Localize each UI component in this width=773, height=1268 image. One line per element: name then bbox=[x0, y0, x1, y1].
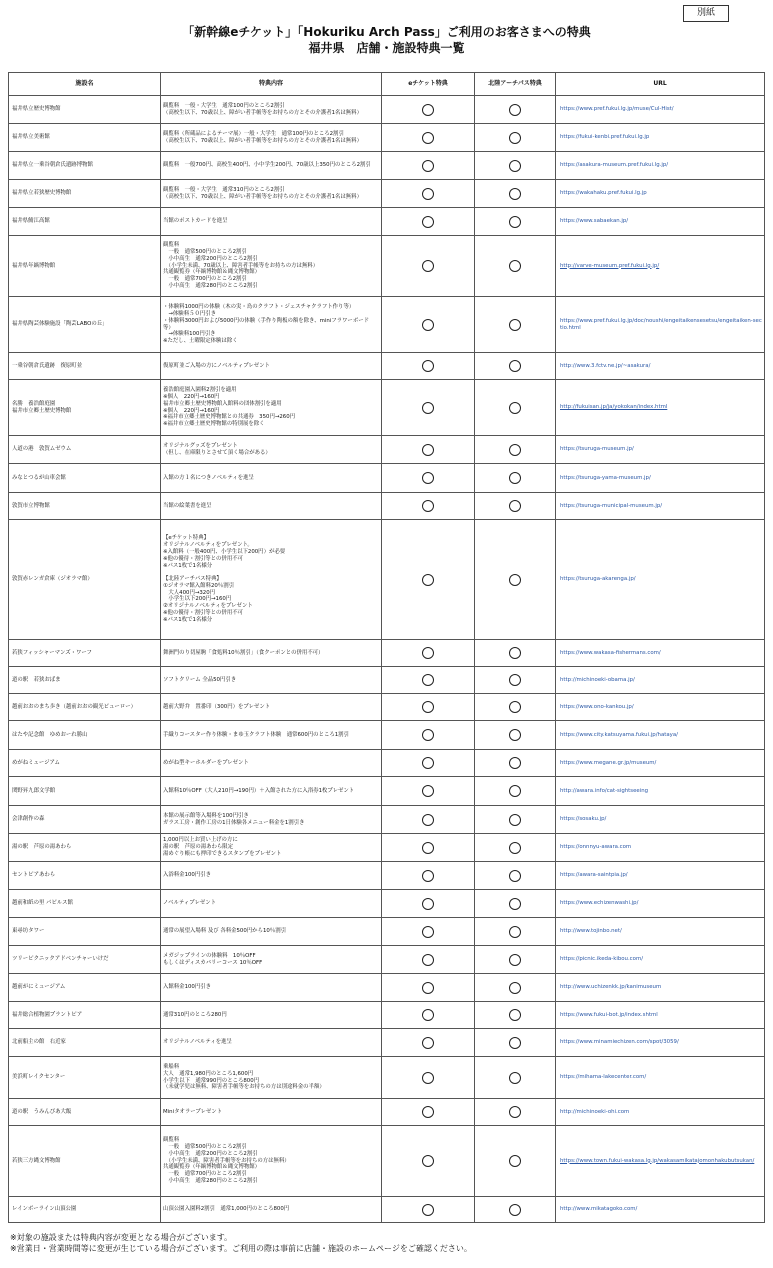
circle-mark-icon bbox=[509, 1155, 521, 1167]
archpass-mark-cell bbox=[475, 297, 556, 353]
eticket-mark-cell bbox=[382, 208, 475, 236]
benefit-detail: 観覧料（所蔵品によるテーマ展）一般・大学生 通常100円のところ2割引 （高校生以下、70歳以上、障がい者手帳等をお持ちの方とその介護者1名は無料） bbox=[161, 124, 382, 152]
eticket-mark-cell bbox=[382, 777, 475, 806]
circle-mark-icon bbox=[422, 1106, 434, 1118]
table-row bbox=[9, 1029, 765, 1057]
archpass-mark-cell bbox=[475, 918, 556, 946]
eticket-mark-cell bbox=[382, 918, 475, 946]
eticket-mark-cell bbox=[382, 974, 475, 1002]
archpass-mark-cell bbox=[475, 353, 556, 380]
circle-mark-icon bbox=[422, 216, 434, 228]
benefit-detail: 【eチケット特典】 オリジナルノベルティをプレゼント。 ※入館料（一般400円、小学生以下200円）が必要 ※他の優待・割引等との併用不可 ※パス1枚で1名様分 【北陸アーチパス特典】 ①ジオラマ館入館料20％割引 大人400円→320円 小学生以下200円→160円 ②オリジナルノベルティをプレゼント ※他の優待・割引等との併用不可 ※パス1枚で1名様分 bbox=[161, 520, 382, 640]
facility-name: 福井県立美術館 bbox=[9, 124, 161, 152]
facility-url-link[interactable]: https://picnic.ikeda-kibou.com/ bbox=[556, 946, 765, 974]
table-row bbox=[9, 353, 765, 380]
facility-name: 越前おおのまち歩き（越前おおの観光ビューロー） bbox=[9, 694, 161, 721]
benefit-detail: 入館料10％OFF（大人210円→190円）＋入館された方に入浴券1枚プレゼント bbox=[161, 777, 382, 806]
facility-url-link[interactable]: https://asakura-museum.pref.fukui.lg.jp/ bbox=[556, 152, 765, 180]
table-row bbox=[9, 152, 765, 180]
table-row bbox=[9, 974, 765, 1002]
facility-url-link[interactable]: https://awara-saintpia.jp/ bbox=[556, 862, 765, 890]
table-row bbox=[9, 493, 765, 520]
facility-url-link[interactable]: https://fukui-kenbi.pref.fukui.lg.jp bbox=[556, 124, 765, 152]
circle-mark-icon bbox=[509, 842, 521, 854]
archpass-mark-cell bbox=[475, 152, 556, 180]
table-body bbox=[9, 96, 765, 1223]
archpass-mark-cell bbox=[475, 464, 556, 493]
circle-mark-icon bbox=[422, 160, 434, 172]
eticket-mark-cell bbox=[382, 124, 475, 152]
facility-name: 敦賀市立博物館 bbox=[9, 493, 161, 520]
circle-mark-icon bbox=[422, 729, 434, 741]
table-row bbox=[9, 124, 765, 152]
archpass-mark-cell bbox=[475, 640, 556, 667]
table-row bbox=[9, 96, 765, 124]
facility-url-link[interactable]: https://www.town.fukui-wakasa.lg.jp/wakasamikatajomonhakubutsukan/ bbox=[556, 1126, 765, 1197]
table-row bbox=[9, 208, 765, 236]
facility-name: 福井県鯖江高館 bbox=[9, 208, 161, 236]
table-row bbox=[9, 1002, 765, 1029]
facility-name: 人道の港 敦賀ムゼウム bbox=[9, 436, 161, 464]
benefit-detail: 当館の絵葉書を進呈 bbox=[161, 493, 382, 520]
facility-url-link[interactable]: http://varve-museum.pref.fukui.lg.jp/ bbox=[556, 236, 765, 297]
facility-name: はたや記念館 ゆめおーれ勝山 bbox=[9, 721, 161, 750]
circle-mark-icon bbox=[509, 1009, 521, 1021]
facility-name: 関野昇九郎文学館 bbox=[9, 777, 161, 806]
benefit-detail: 舞洲門のり切屋駒「食処料10％割引」（食クーポンとの併用不可） bbox=[161, 640, 382, 667]
circle-mark-icon bbox=[509, 104, 521, 116]
circle-mark-icon bbox=[509, 1037, 521, 1049]
table-row bbox=[9, 640, 765, 667]
archpass-mark-cell bbox=[475, 946, 556, 974]
benefit-detail: めがね型キーホルダーをプレゼント bbox=[161, 750, 382, 777]
benefit-detail: 観覧料 一般700円、高校生400円、小中学生200円、70歳以上350円のところ2割引 bbox=[161, 152, 382, 180]
archpass-mark-cell bbox=[475, 520, 556, 640]
circle-mark-icon bbox=[422, 472, 434, 484]
archpass-mark-cell bbox=[475, 834, 556, 862]
facility-url-link[interactable]: http://www.uchizenkk.jp/kanimuseum bbox=[556, 974, 765, 1002]
circle-mark-icon bbox=[422, 1155, 434, 1167]
circle-mark-icon bbox=[509, 444, 521, 456]
benefit-detail: 養浩館庭園入園料2割引を適用 ※個人 220円→160円 福井市立郷土歴史博物館入館料の団体割引を適用 ※個人 220円→160円 ※福井市立郷土歴史博物館との共通券 350円→260円 ※福井市立郷土歴史博物館の特別展を除く bbox=[161, 380, 382, 436]
circle-mark-icon bbox=[509, 757, 521, 769]
eticket-mark-cell bbox=[382, 1197, 475, 1223]
benefit-detail: オリジナルグッズをプレゼント （但し、在庫限りとさせて頂く場合がある） bbox=[161, 436, 382, 464]
archpass-mark-cell bbox=[475, 1002, 556, 1029]
archpass-mark-cell bbox=[475, 1126, 556, 1197]
table-row bbox=[9, 1126, 765, 1197]
table-row bbox=[9, 862, 765, 890]
footnote: ※営業日・営業時間等に変更が生じている場合がございます。ご利用の際は事前に店舗・施設のホームページをご確認ください。 bbox=[10, 1244, 472, 1253]
archpass-mark-cell bbox=[475, 750, 556, 777]
eticket-mark-cell bbox=[382, 96, 475, 124]
facility-name: 福井県立若狭歴史博物館 bbox=[9, 180, 161, 208]
facility-url-link[interactable]: http://www.tojinbo.net/ bbox=[556, 918, 765, 946]
eticket-mark-cell bbox=[382, 667, 475, 694]
eticket-mark-cell bbox=[382, 694, 475, 721]
benefit-detail: ・体験料1000円の体験（木の実・鳥のクラフト・ジェスチャクラフト作り等） →体験料５０円引き ・体験料3000円および5000円の体験（手作り陶板の額を除き、miniフラワーボード等） →体験料100円引き ※ただし、土曜限定体験は除く bbox=[161, 297, 382, 353]
circle-mark-icon bbox=[509, 1204, 521, 1216]
eticket-mark-cell bbox=[382, 152, 475, 180]
benefit-detail: 観覧料 一般・大学生 通常100円のところ2割引 （高校生以下、70歳以上、障がい者手帳等をお持ちの方とその介護者1名は無料） bbox=[161, 96, 382, 124]
circle-mark-icon bbox=[509, 319, 521, 331]
header-archpass: 北陸アーチパス特典 bbox=[475, 73, 556, 96]
circle-mark-icon bbox=[422, 360, 434, 372]
circle-mark-icon bbox=[509, 1072, 521, 1084]
eticket-mark-cell bbox=[382, 834, 475, 862]
facility-url-link[interactable]: http://michinoeki-obama.jp/ bbox=[556, 667, 765, 694]
table-row bbox=[9, 1099, 765, 1126]
table-row bbox=[9, 436, 765, 464]
circle-mark-icon bbox=[509, 160, 521, 172]
circle-mark-icon bbox=[509, 814, 521, 826]
benefit-detail: 入浴料金100円引き bbox=[161, 862, 382, 890]
circle-mark-icon bbox=[509, 216, 521, 228]
circle-mark-icon bbox=[422, 1009, 434, 1021]
facility-url-link[interactable]: http://www.3.fctv.ne.jp/~asakura/ bbox=[556, 353, 765, 380]
annex-badge: 別紙 bbox=[683, 5, 729, 22]
benefit-detail: オリジナルノベルティを進呈 bbox=[161, 1029, 382, 1057]
eticket-mark-cell bbox=[382, 806, 475, 834]
circle-mark-icon bbox=[509, 729, 521, 741]
footnotes bbox=[10, 1232, 472, 1254]
benefit-detail: 当館のポストカードを進呈 bbox=[161, 208, 382, 236]
table-row bbox=[9, 721, 765, 750]
eticket-mark-cell bbox=[382, 297, 475, 353]
table-row bbox=[9, 180, 765, 208]
facility-url-link[interactable]: https://tsuruga-yama-museum.jp/ bbox=[556, 464, 765, 493]
table-row bbox=[9, 890, 765, 918]
facility-url-link[interactable]: https://www.fukui-bot.jp/index.shtml bbox=[556, 1002, 765, 1029]
circle-mark-icon bbox=[422, 842, 434, 854]
circle-mark-icon bbox=[509, 402, 521, 414]
table-row bbox=[9, 694, 765, 721]
benefit-detail: ソフトクリーム 全品50円引き bbox=[161, 667, 382, 694]
page-title: 「新幹線eチケット」「Hokuriku Arch Pass」ご利用のお客さまへの特典 bbox=[182, 25, 591, 39]
circle-mark-icon bbox=[509, 674, 521, 686]
circle-mark-icon bbox=[509, 472, 521, 484]
archpass-mark-cell bbox=[475, 721, 556, 750]
eticket-mark-cell bbox=[382, 436, 475, 464]
circle-mark-icon bbox=[422, 785, 434, 797]
circle-mark-icon bbox=[422, 674, 434, 686]
table-row bbox=[9, 464, 765, 493]
circle-mark-icon bbox=[422, 1072, 434, 1084]
circle-mark-icon bbox=[422, 870, 434, 882]
facility-url-link[interactable]: https://tsuruga-akarenga.jp/ bbox=[556, 520, 765, 640]
circle-mark-icon bbox=[509, 785, 521, 797]
circle-mark-icon bbox=[422, 319, 434, 331]
facility-name: 会津創作の森 bbox=[9, 806, 161, 834]
facility-name: 道の駅 若狭おばま bbox=[9, 667, 161, 694]
table-row bbox=[9, 667, 765, 694]
table-row bbox=[9, 946, 765, 974]
facility-url-link[interactable]: https://www.megane.gr.jp/museum/ bbox=[556, 750, 765, 777]
circle-mark-icon bbox=[422, 444, 434, 456]
benefit-detail: 観覧料 一般 通常500円のところ2割引 小中高生 通常200円のところ2割引 （小学生未満、70歳以上、障害者手帳等をお持ちの方は無料） 共通観覧券（年縞博物館＆縄文博物館） 一般 通常700円のところ2割引 小中高生 通常280円のところ2割引 bbox=[161, 236, 382, 297]
header-url: URL bbox=[556, 73, 765, 96]
table-row bbox=[9, 777, 765, 806]
circle-mark-icon bbox=[422, 954, 434, 966]
facility-name: 越前和紙の里 パピルス館 bbox=[9, 890, 161, 918]
eticket-mark-cell bbox=[382, 1002, 475, 1029]
archpass-mark-cell bbox=[475, 667, 556, 694]
facility-name: 北前船主の館 右近家 bbox=[9, 1029, 161, 1057]
footnote: ※対象の施設または特典内容が変更となる場合がございます。 bbox=[10, 1233, 233, 1242]
facility-url-link[interactable]: https://wakahaku.pref.fukui.lg.jp bbox=[556, 180, 765, 208]
circle-mark-icon bbox=[422, 757, 434, 769]
circle-mark-icon bbox=[422, 402, 434, 414]
circle-mark-icon bbox=[509, 954, 521, 966]
circle-mark-icon bbox=[422, 104, 434, 116]
archpass-mark-cell bbox=[475, 890, 556, 918]
table-header-row bbox=[9, 73, 765, 96]
circle-mark-icon bbox=[422, 647, 434, 659]
archpass-mark-cell bbox=[475, 1197, 556, 1223]
circle-mark-icon bbox=[509, 647, 521, 659]
archpass-mark-cell bbox=[475, 436, 556, 464]
facility-url-link[interactable]: https://mihama-lakecenter.com/ bbox=[556, 1057, 765, 1099]
circle-mark-icon bbox=[509, 500, 521, 512]
benefit-detail: 入館料金100円引き bbox=[161, 974, 382, 1002]
benefit-detail: 通常310円のところ280円 bbox=[161, 1002, 382, 1029]
facility-url-link[interactable]: https://www.ono-kankou.jp/ bbox=[556, 694, 765, 721]
eticket-mark-cell bbox=[382, 1126, 475, 1197]
archpass-mark-cell bbox=[475, 180, 556, 208]
facility-name: 福井県陶芸体験施設「陶芸LABOの丘」 bbox=[9, 297, 161, 353]
archpass-mark-cell bbox=[475, 862, 556, 890]
eticket-mark-cell bbox=[382, 750, 475, 777]
table-row bbox=[9, 380, 765, 436]
circle-mark-icon bbox=[509, 870, 521, 882]
eticket-mark-cell bbox=[382, 1029, 475, 1057]
facility-name: 福井総合植物園プラントピア bbox=[9, 1002, 161, 1029]
circle-mark-icon bbox=[422, 1037, 434, 1049]
facility-name: 福井県年縞博物館 bbox=[9, 236, 161, 297]
circle-mark-icon bbox=[422, 898, 434, 910]
facility-url-link[interactable]: https://www.sabaekan.jp/ bbox=[556, 208, 765, 236]
archpass-mark-cell bbox=[475, 1057, 556, 1099]
circle-mark-icon bbox=[422, 188, 434, 200]
table-row bbox=[9, 834, 765, 862]
archpass-mark-cell bbox=[475, 380, 556, 436]
circle-mark-icon bbox=[422, 701, 434, 713]
facility-name: 福井県立一乗谷朝倉氏遺跡博物館 bbox=[9, 152, 161, 180]
eticket-mark-cell bbox=[382, 493, 475, 520]
eticket-mark-cell bbox=[382, 180, 475, 208]
facility-url-link[interactable]: https://sosaku.jp/ bbox=[556, 806, 765, 834]
circle-mark-icon bbox=[422, 1204, 434, 1216]
benefit-detail: 観覧料 一般・大学生 通常310円のところ2割引 （高校生以下、70歳以上、障がい者手帳等をお持ちの方とその介護者1名は無料） bbox=[161, 180, 382, 208]
circle-mark-icon bbox=[509, 260, 521, 272]
facility-url-link[interactable]: https://www.echizenwashi.jp/ bbox=[556, 890, 765, 918]
facility-name: レインボーライン山頂公園 bbox=[9, 1197, 161, 1223]
archpass-mark-cell bbox=[475, 777, 556, 806]
archpass-mark-cell bbox=[475, 1099, 556, 1126]
archpass-mark-cell bbox=[475, 124, 556, 152]
circle-mark-icon bbox=[422, 500, 434, 512]
benefit-detail: 復原町並ご入場の方にノベルティプレゼント bbox=[161, 353, 382, 380]
facility-name: 越前がにミュージアム bbox=[9, 974, 161, 1002]
eticket-mark-cell bbox=[382, 1099, 475, 1126]
table-row bbox=[9, 520, 765, 640]
circle-mark-icon bbox=[509, 1106, 521, 1118]
facility-name: 敦賀赤レンガ倉庫（ジオラマ館） bbox=[9, 520, 161, 640]
archpass-mark-cell bbox=[475, 974, 556, 1002]
facility-name: 美浜町レイクセンター bbox=[9, 1057, 161, 1099]
benefit-detail: 手織りコースター作り体験・まゆ玉クラフト体験 通常600円のところ1割引 bbox=[161, 721, 382, 750]
table-row bbox=[9, 297, 765, 353]
circle-mark-icon bbox=[509, 188, 521, 200]
page-subtitle: 福井県 店舗・施設特典一覧 bbox=[308, 41, 465, 55]
circle-mark-icon bbox=[422, 574, 434, 586]
table-row bbox=[9, 236, 765, 297]
circle-mark-icon bbox=[509, 898, 521, 910]
archpass-mark-cell bbox=[475, 96, 556, 124]
facility-name: 東尋坊タワー bbox=[9, 918, 161, 946]
circle-mark-icon bbox=[422, 132, 434, 144]
facility-url-link[interactable]: https://www.pref.fukui.lg.jp/muse/Cul-Hist/ bbox=[556, 96, 765, 124]
facility-url-link[interactable]: http://awara.info/cat-sightseeing bbox=[556, 777, 765, 806]
benefit-detail: 山頂公園入園料2割引 通常1,000円のところ800円 bbox=[161, 1197, 382, 1223]
circle-mark-icon bbox=[509, 132, 521, 144]
archpass-mark-cell bbox=[475, 694, 556, 721]
benefit-detail: 越前大野弁 置番印（300円）をプレゼント bbox=[161, 694, 382, 721]
facility-name: 福井県立歴史博物館 bbox=[9, 96, 161, 124]
eticket-mark-cell bbox=[382, 946, 475, 974]
circle-mark-icon bbox=[509, 982, 521, 994]
table-row bbox=[9, 750, 765, 777]
facility-url-link[interactable]: https://tsuruga-museum.jp/ bbox=[556, 436, 765, 464]
facility-name: 若狭フィッシャーマンズ・ワーフ bbox=[9, 640, 161, 667]
facility-url-link[interactable]: https://onnnyu-awara.com bbox=[556, 834, 765, 862]
benefit-detail: ノベルティプレゼント bbox=[161, 890, 382, 918]
benefit-detail: 入館の方１名につきノベルティを進呈 bbox=[161, 464, 382, 493]
facility-url-link[interactable]: https://www.minamiechizen.com/spot/3059/ bbox=[556, 1029, 765, 1057]
table-row bbox=[9, 806, 765, 834]
facility-name: セントピアあわら bbox=[9, 862, 161, 890]
facility-name: 道の駅 うみんぴあ大飯 bbox=[9, 1099, 161, 1126]
header-benefit: 特典内容 bbox=[161, 73, 382, 96]
facility-name: 若狭三方縄文博物館 bbox=[9, 1126, 161, 1197]
benefit-detail: 乗船料 大人 通常1,980円のところ1,600円 小学生以下 通常990円のところ800円 （未就学児は無料、障害者手帳等をお持ちの方は別途料金の半額） bbox=[161, 1057, 382, 1099]
circle-mark-icon bbox=[509, 360, 521, 372]
facility-url-link[interactable]: http://www.mikatagoko.com/ bbox=[556, 1197, 765, 1223]
eticket-mark-cell bbox=[382, 890, 475, 918]
archpass-mark-cell bbox=[475, 806, 556, 834]
circle-mark-icon bbox=[422, 814, 434, 826]
eticket-mark-cell bbox=[382, 640, 475, 667]
facility-name: 名勝 養浩館庭園 福井市立郷土歴史博物館 bbox=[9, 380, 161, 436]
table-row bbox=[9, 1197, 765, 1223]
header-name: 施設名 bbox=[9, 73, 161, 96]
eticket-mark-cell bbox=[382, 721, 475, 750]
circle-mark-icon bbox=[422, 260, 434, 272]
facility-url-link[interactable]: http://michinoeki-ohi.com bbox=[556, 1099, 765, 1126]
facility-name: 一乗谷朝倉氏遺跡 復原町並 bbox=[9, 353, 161, 380]
header-eticket: eチケット特典 bbox=[382, 73, 475, 96]
facility-name: めがねミュージアム bbox=[9, 750, 161, 777]
facility-name: ツリーピクニックアドベンチャーいけだ bbox=[9, 946, 161, 974]
eticket-mark-cell bbox=[382, 1057, 475, 1099]
facility-url-link[interactable]: https://www.city.katsuyama.fukui.jp/hataya/ bbox=[556, 721, 765, 750]
facility-name: 湯の駅 芦原の湯あわら bbox=[9, 834, 161, 862]
circle-mark-icon bbox=[422, 926, 434, 938]
circle-mark-icon bbox=[509, 701, 521, 713]
eticket-mark-cell bbox=[382, 353, 475, 380]
eticket-mark-cell bbox=[382, 236, 475, 297]
table-row bbox=[9, 918, 765, 946]
facility-url-link[interactable]: https://tsuruga-municipal-museum.jp/ bbox=[556, 493, 765, 520]
eticket-mark-cell bbox=[382, 380, 475, 436]
archpass-mark-cell bbox=[475, 1029, 556, 1057]
archpass-mark-cell bbox=[475, 236, 556, 297]
benefits-table bbox=[8, 72, 765, 1223]
benefit-detail: 観覧料 一般 通常500円のところ2割引 小中高生 通常200円のところ2割引 （小学生未満、障害者手帳等をお持ちの方は無料） 共通観覧券（年縞博物館＆縄文博物館） 一般 通常700円のところ2割引 小中高生 通常280円のところ2割引 bbox=[161, 1126, 382, 1197]
benefit-detail: 1,000円以上お買い上げの方に 湯の駅 芦原の湯あわら限定 湯めぐり帳にも押印できるスタンプをプレゼント bbox=[161, 834, 382, 862]
eticket-mark-cell bbox=[382, 520, 475, 640]
facility-url-link[interactable]: http://fukuisan.jp/ja/yokokan/index.html bbox=[556, 380, 765, 436]
circle-mark-icon bbox=[509, 574, 521, 586]
facility-name: みなとつるが山車会館 bbox=[9, 464, 161, 493]
facility-url-link[interactable]: https://www.wakasa-fishermans.com/ bbox=[556, 640, 765, 667]
circle-mark-icon bbox=[422, 982, 434, 994]
circle-mark-icon bbox=[509, 926, 521, 938]
benefit-detail: メガジップラインの体験料 10％OFF もしくはディスカバリーコース 10％OFF bbox=[161, 946, 382, 974]
table-row bbox=[9, 1057, 765, 1099]
benefit-detail: Miniタオラープレゼント bbox=[161, 1099, 382, 1126]
eticket-mark-cell bbox=[382, 862, 475, 890]
eticket-mark-cell bbox=[382, 464, 475, 493]
archpass-mark-cell bbox=[475, 208, 556, 236]
archpass-mark-cell bbox=[475, 493, 556, 520]
benefit-detail: 通常の展望入場料 及び 各料金500円から10％割引 bbox=[161, 918, 382, 946]
facility-url-link[interactable]: https://www.pref.fukui.lg.jp/doc/noushi/engeitaikensesetsu/engeitaiken-sectio.html bbox=[556, 297, 765, 353]
benefit-detail: 本館の展示館等入場料を100円引き ガラス工房・創作工房の1日体験各メニュー料金を1割引き bbox=[161, 806, 382, 834]
